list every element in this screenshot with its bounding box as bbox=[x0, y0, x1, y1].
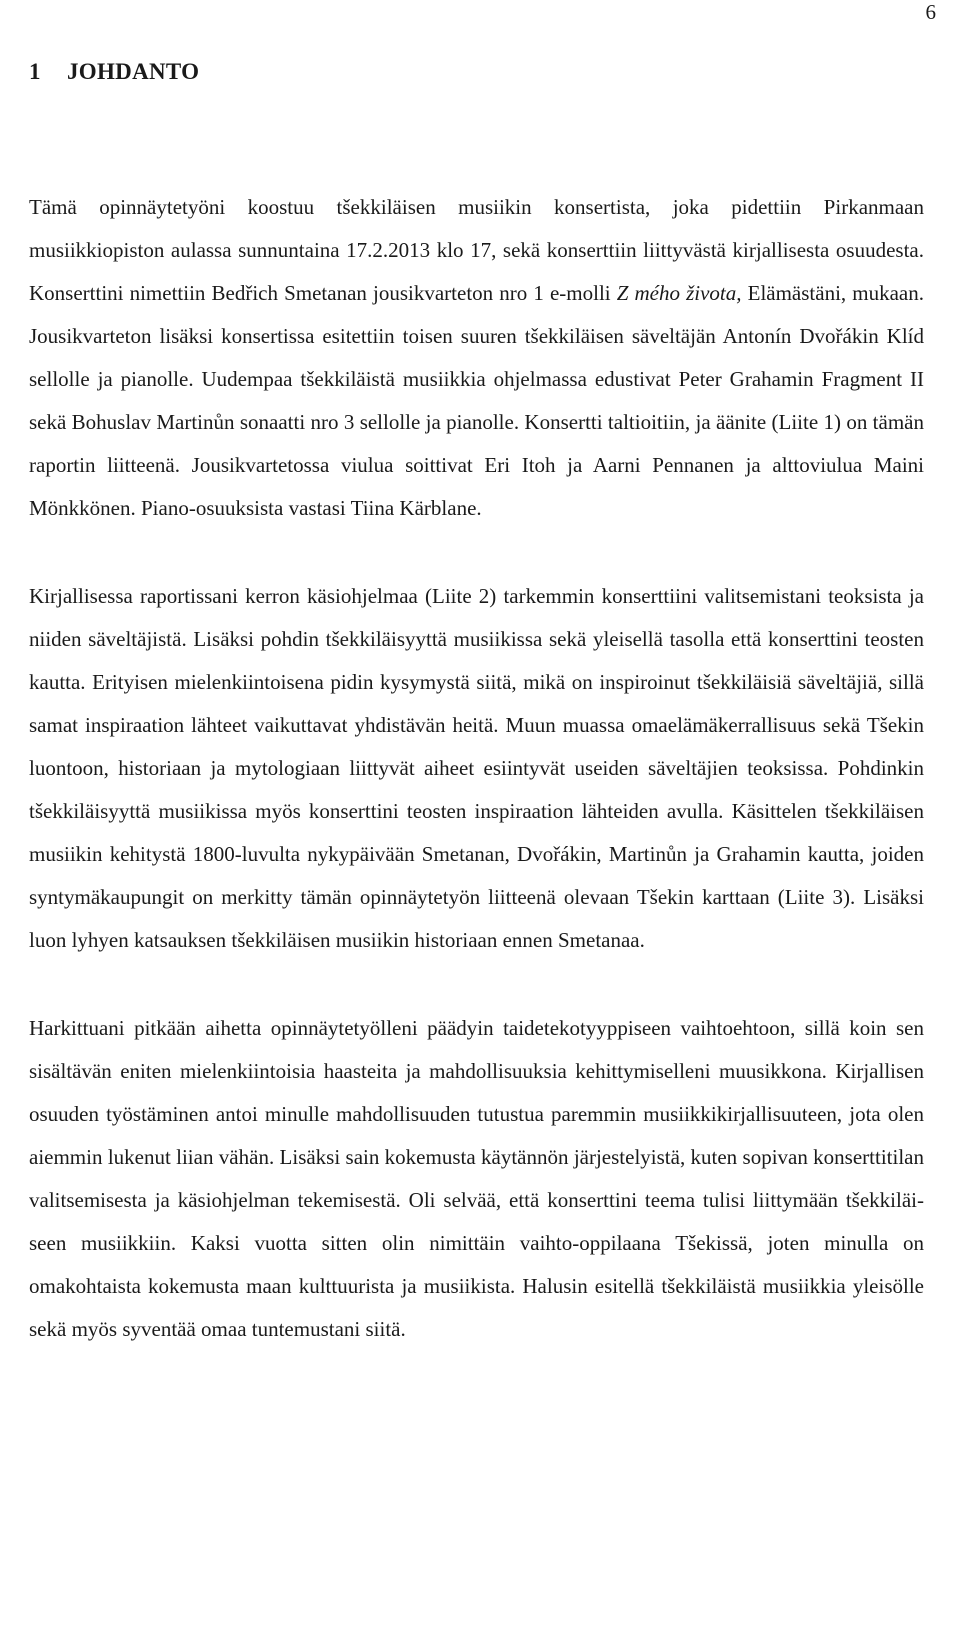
paragraph-text: Tämä opinnäytetyöni koostuu tšekkiläisen musiikin konsertista, joka pidettiin Pirkanmaan musiikkiopiston aulassa sunnuntaina 17.2.2013 klo 17, sekä konserttiin liittyvästä kirjallisesta osuudesta. Konserttini nimettiin Bedřich Smetanan jousikvarteton nro 1 e-molli bbox=[29, 195, 924, 305]
paragraph-motivation bbox=[29, 1007, 924, 1351]
paragraph-text: Harkittuani pitkään aihetta opinnäytetyölleni päädyin taidetekotyyppiseen vaihtoehtoon, sillä koin sen sisältävän eniten mielenkiintoisia haasteita ja mahdollisuuksia kehittymiselleni muusikkona. Kirjallisen osuuden työstäminen antoi minulle mahdollisuuden tutustua paremmin musiikkikirjallisuuteen, jota olen aiemmin lukenut liian vähän. Lisäksi sain kokemusta käytännön järjestelyistä, kuten sopivan konserttitilan valitsemisesta ja käsiohjelman tekemisestä. Oli selvää, että konserttini teema tulisi liittymään tšekkiläiseen musiikkiin. Kaksi vuotta sitten olin nimittäin vaihto-oppilaana Tšekissä, joten minulla on omakohtaista kokemusta maan kulttuurista ja musiikista. Halusin esitellä tšekkiläistä musiikkia yleisölle sekä myös syventää omaa tuntemustani siitä. bbox=[29, 1016, 924, 1341]
work-title-italic: Z mého života, bbox=[616, 281, 742, 305]
chapter-title: JOHDANTO bbox=[67, 59, 200, 84]
chapter-number: 1 bbox=[29, 59, 41, 84]
body-text bbox=[29, 186, 924, 1351]
paragraph-text: Kirjallisessa raportissani kerron käsiohjelmaa (Liite 2) tarkemmin konserttiini valitsemistani teoksista ja niiden säveltäjistä. Lisäksi pohdin tšekkiläisyyttä musiikissa sekä yleisellä tasolla että konserttini teosten kautta. Erityisen mielenkiintoisena pidin kysymystä siitä, mikä on inspiroinut tšekkiläisiä säveltäjiä, sillä samat inspiraation lähteet vaikuttavat yhdistävän heitä. Muun muassa omaelämäkerrallisuus sekä Tšekin luontoon, historiaan ja mytologiaan liittyvät aiheet esiintyvät useiden säveltäjien teoksissa. Pohdinkin tšekkiläisyyttä musiikissa myös konserttini teosten inspiraation lähteiden avulla. Käsittelen tšekkiläisen musiikin kehitystä 1800-luvulta nykypäivään Smetanan, Dvořákin, Martinůn ja Grahamin kautta, joiden syntymäkaupungit on merkitty tämän opinnäytetyön liitteenä olevaan Tšekin karttaan (Liite 3). Lisäksi luon lyhyen katsauksen tšekkiläisen musiikin historiaan ennen Smetanaa. bbox=[29, 584, 924, 952]
chapter-heading bbox=[29, 58, 199, 86]
paragraph-report-contents bbox=[29, 575, 924, 962]
paragraph-intro bbox=[29, 186, 924, 530]
page-number: 6 bbox=[925, 0, 936, 24]
paragraph-text: Elämästäni, mukaan. Jousikvarteton lisäksi konsertissa esitettiin toisen suuren tšekkiläisen säveltäjän Antonín Dvořákin Klíd sellolle ja pianolle. Uudempaa tšekkiläistä musiikkia ohjelmassa edustivat Peter Grahamin Fragment II sekä Bohuslav Martinůn sonaatti nro 3 sellolle ja pianolle. Konsertti taltioitiin, ja äänite (Liite 1) on tämän raportin liitteenä. Jousikvartetossa viulua soittivat Eri Itoh ja Aarni Pennanen ja alttoviulua Maini Mönkkönen. Piano-osuuksista vastasi Tiina Kärblane. bbox=[29, 281, 924, 520]
